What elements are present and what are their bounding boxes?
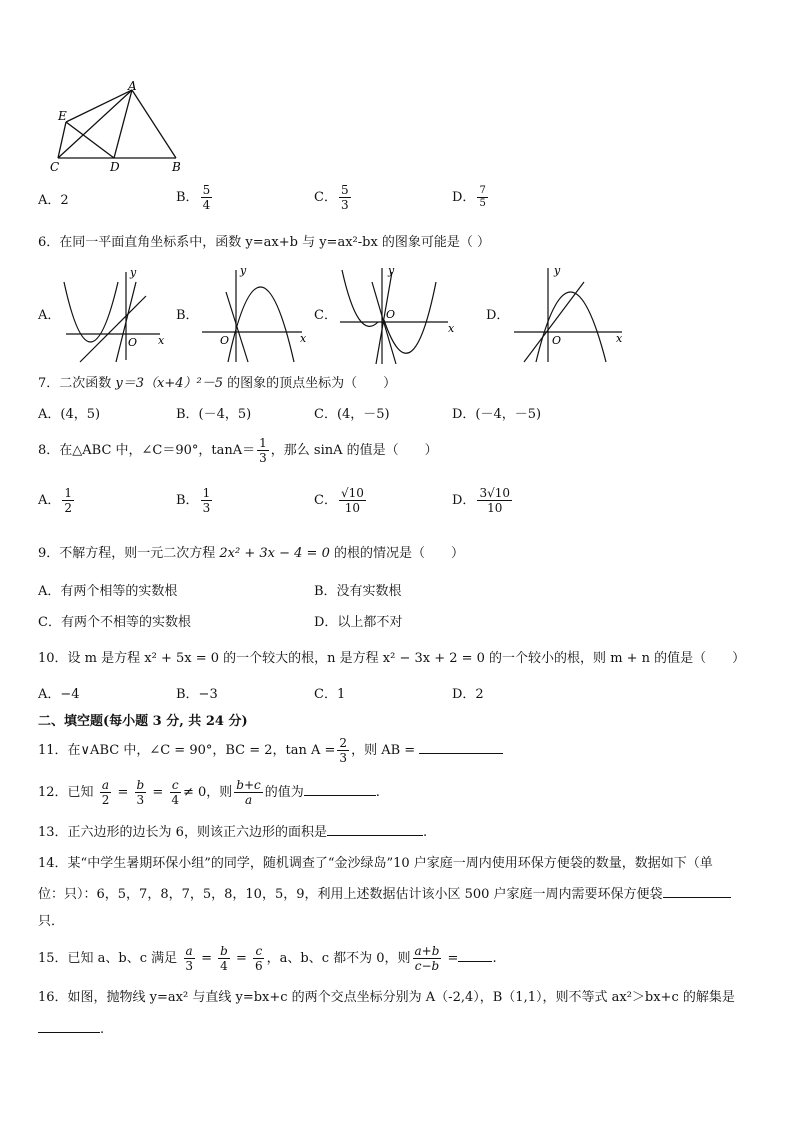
q14-line2	[38, 883, 731, 904]
q7-option-c: C．(4，－5)	[314, 407, 390, 422]
equals: =	[443, 951, 459, 966]
label-A: A	[128, 80, 137, 93]
q12	[38, 778, 380, 807]
numerator: b	[136, 778, 145, 792]
q10-option-c: C．1	[314, 687, 346, 702]
q9-option-a: A．有两个相等的实数根	[38, 584, 178, 599]
q6-label-d: D．	[486, 308, 510, 323]
q14-line1: 14．某“中学生暑期环保小组”的同学，随机调查了“金沙绿岛”10 户家庭一周内使用环保方便袋的数量，数据如下（单	[38, 856, 713, 871]
denominator: 6	[254, 959, 263, 973]
denominator: 2	[101, 793, 110, 807]
svg-text:y: y	[130, 266, 137, 279]
svg-text:O: O	[220, 334, 230, 347]
equals: =	[231, 951, 251, 966]
q6-stem: 6．在同一平面直角坐标系中，函数 y=ax+b 与 y=ax²-bx 的图象可能是（ ）	[38, 235, 491, 250]
q14-line2-text: 位：只）：6，5，7，8，7，5，8，10，5，9，利用上述数据估计该小区 500 户家庭一周内需要环保方便袋	[38, 887, 663, 902]
q15-pre: 15．已知 a、b、c 满足	[38, 951, 178, 966]
equals: =	[113, 785, 133, 800]
numerator: 1	[259, 436, 267, 450]
option-letter: D．	[452, 190, 476, 205]
q15-mid: ，a、b、c 都不为 0，则	[266, 951, 411, 966]
q10-option-b: B．−3	[176, 687, 218, 702]
numerator: b	[220, 944, 228, 958]
denominator: 3	[136, 793, 145, 807]
denominator: 10	[344, 501, 361, 515]
answer-blank[interactable]	[458, 947, 492, 962]
period: .	[422, 825, 428, 840]
q7-stem	[38, 375, 396, 393]
denominator: c−b	[414, 959, 440, 973]
numerator: 2	[339, 736, 348, 750]
q9-option-d: D．以上都不对	[314, 615, 403, 630]
svg-text:y: y	[388, 264, 395, 277]
denominator: 3	[340, 198, 349, 212]
answer-blank[interactable]	[327, 821, 423, 836]
svg-text:x: x	[158, 334, 165, 347]
q9-option-b: B．没有实数根	[314, 584, 402, 599]
q13	[38, 821, 427, 842]
svg-text:x: x	[448, 322, 455, 335]
q8-stem-pre: 8．在△ABC 中，∠C＝90°，tanA＝	[38, 443, 256, 458]
label-E: E	[58, 109, 67, 123]
q5-option-c	[314, 183, 353, 212]
q6-label-c: C．	[314, 308, 337, 323]
q8-option-b	[176, 486, 214, 515]
q12-post: 的值为	[264, 785, 304, 800]
label-B: B	[172, 160, 181, 174]
q10-stem: 10．设 m 是方程 x² + 5x = 0 的一个较大的根，n 是方程 x² − 3x + 2 = 0 的一个较小的根，则 m + n 的值是（ ）	[38, 651, 746, 666]
denominator: 3	[259, 451, 267, 465]
denominator: 4	[202, 198, 211, 212]
option-letter: C．	[314, 493, 337, 508]
denominator: 10	[487, 501, 503, 515]
numerator: 3√10	[479, 486, 510, 500]
q13-text: 13．正六边形的边长为 6，则该正六边形的面积是	[38, 825, 327, 840]
numerator: b+c	[236, 778, 261, 792]
q9-stem-post: 的根的情况是（ ）	[329, 546, 464, 561]
q5-option-d	[452, 185, 490, 210]
numerator: √10	[340, 486, 364, 500]
period: .	[375, 785, 380, 800]
option-letter: B．	[176, 190, 199, 205]
q7-function: y＝3（x+4）²－5	[115, 376, 223, 391]
svg-text:O: O	[552, 334, 562, 347]
label-D: D	[110, 160, 120, 174]
option-letter: C．	[314, 190, 337, 205]
denominator: 4	[220, 959, 228, 973]
triangle-figure	[44, 80, 194, 175]
q8-stem	[38, 436, 438, 465]
equals: =	[148, 785, 168, 800]
denominator: 2	[64, 501, 73, 515]
q11-post: ，则 AB =	[351, 743, 416, 758]
q6-graph-b	[198, 262, 308, 366]
denominator: 3	[185, 959, 193, 973]
denominator: 3	[202, 501, 211, 515]
denominator: 5	[479, 198, 486, 209]
period: .	[100, 1022, 105, 1037]
q10-option-a: A．−4	[38, 687, 80, 702]
q7-option-d: D．(－4，－5)	[452, 407, 542, 422]
q8-option-d	[452, 486, 514, 515]
q7-stem-pre: 7．二次函数	[38, 376, 116, 391]
numerator: 1	[202, 486, 211, 500]
numerator: 7	[479, 185, 486, 196]
q10-option-d: D．2	[452, 687, 484, 702]
svg-text:x: x	[616, 332, 623, 345]
q5-option-a: A．2	[38, 193, 69, 208]
svg-text:O: O	[386, 308, 396, 321]
q14-line3: 只．	[38, 914, 65, 929]
q7-stem-post: 的图象的顶点坐标为（ ）	[223, 376, 397, 391]
equals: =	[196, 951, 217, 966]
q12-pre: 12．已知	[38, 785, 94, 800]
option-letter: D．	[452, 493, 476, 508]
numerator: 5	[340, 183, 349, 197]
answer-blank[interactable]	[663, 883, 731, 898]
q11	[38, 736, 503, 765]
numerator: c	[255, 944, 263, 958]
q9-option-c: C．有两个不相等的实数根	[38, 615, 191, 630]
q9-stem-pre: 9．不解方程，则一元二次方程	[38, 546, 220, 561]
denominator: a	[244, 793, 253, 807]
q6-graph-c	[336, 262, 456, 366]
q16-line2	[38, 1018, 104, 1039]
q6-graph-d	[510, 262, 630, 366]
numerator: 5	[202, 183, 211, 197]
answer-blank[interactable]	[419, 739, 503, 754]
numerator: a+b	[414, 944, 440, 958]
q6-label-b: B．	[176, 308, 199, 323]
period: .	[492, 951, 497, 966]
q5-option-b	[176, 183, 214, 212]
q16-line1: 16．如图，抛物线 y=ax² 与直线 y=bx+c 的两个交点坐标分别为 A（-2,4），B（1,1），则不等式 ax²＞bx+c 的解集是	[38, 990, 735, 1005]
q7-option-a: A．(4，5)	[38, 407, 101, 422]
q8-option-c	[314, 486, 368, 515]
numerator: a	[185, 944, 193, 958]
label-C: C	[50, 160, 60, 174]
q8-option-a	[38, 486, 76, 515]
q6-graph-a	[60, 262, 170, 366]
svg-text:O: O	[128, 336, 138, 349]
numerator: 1	[64, 486, 73, 500]
answer-blank[interactable]	[38, 1018, 100, 1033]
q11-pre: 11．在∨ABC 中，∠C = 90°，BC = 2，tan A =	[38, 743, 336, 758]
q8-stem-post: ，那么 sinA 的值是（ ）	[270, 443, 438, 458]
q12-mid: ≠ 0，则	[183, 785, 233, 800]
option-letter: B．	[176, 493, 199, 508]
svg-text:y: y	[240, 264, 247, 277]
section-heading: 二、填空题(每小题 3 分, 共 24 分)	[38, 714, 248, 729]
option-letter: A．	[38, 493, 61, 508]
numerator: a	[101, 778, 110, 792]
denominator: 4	[171, 793, 179, 807]
q15	[38, 944, 497, 973]
q9-stem	[38, 545, 464, 563]
q7-option-b: B．(－4，5)	[176, 407, 252, 422]
svg-text:y: y	[554, 264, 561, 277]
answer-blank[interactable]	[304, 781, 376, 796]
numerator: c	[171, 778, 179, 792]
q6-label-a: A．	[38, 308, 61, 323]
denominator: 3	[339, 751, 348, 765]
q9-equation: 2x² + 3x − 4 = 0	[219, 546, 330, 561]
svg-text:x: x	[300, 332, 307, 345]
